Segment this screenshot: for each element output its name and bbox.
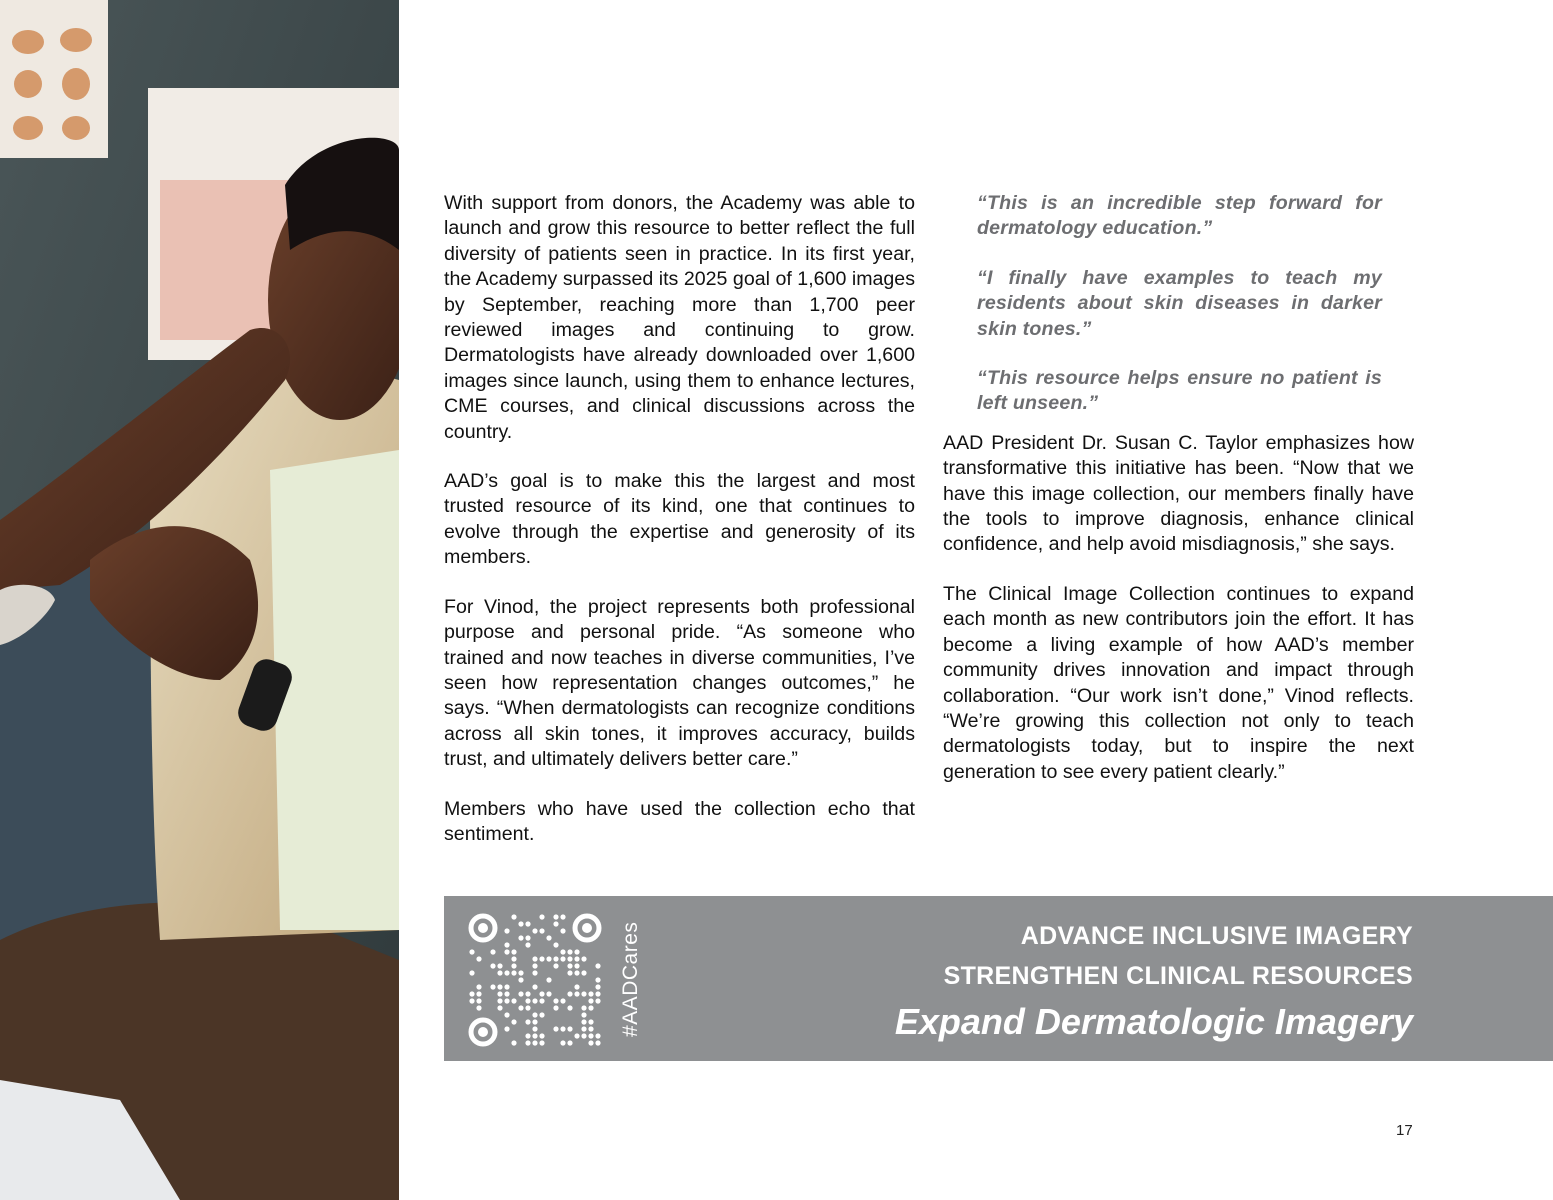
body-paragraph: AAD President Dr. Susan C. Taylor emphasizes how transformative this initiative has been. “Now that we have this image collection, our members finally have the tools to improve diagnosis, enhance clinical confidence, and help avoid misdiagnosis,” she says. [943,431,1414,556]
qr-dot [560,998,565,1003]
body-paragraph: Members who have used the collection echo that sentiment. [444,797,915,845]
qr-dot [532,1033,537,1038]
qr-dot [539,956,544,961]
banner-title: Expand Dermatologic Imagery [894,1001,1413,1042]
qr-dot [581,1005,586,1010]
qr-dot [588,1026,593,1031]
qr-dot [497,998,502,1003]
qr-dot [504,1026,509,1031]
qr-dot [553,921,558,926]
qr-dot [518,1005,523,1010]
qr-dot [588,1033,593,1038]
qr-dot [595,1033,600,1038]
qr-dot [476,1005,481,1010]
qr-dot [511,1040,516,1045]
qr-dot [588,1005,593,1010]
qr-dot [539,991,544,996]
qr-dot [595,991,600,996]
body-paragraph: The Clinical Image Collection continues to expand each month as new contributors join the effort. It has become a living example of how AAD’s member community drives innovation and impact through collaboration. “Our work isn’t done,” Vinod reflects. “We’re growing this collection not only to teach dermatologists today, but to inspire the next generation to see every patient clearly.” [943,582,1414,783]
qr-dot [539,998,544,1003]
qr-dot [567,1005,572,1010]
qr-dot [574,1033,579,1038]
qr-dot [539,914,544,919]
banner-line-1: ADVANCE INCLUSIVE IMAGERY [1020,922,1413,950]
qr-dot [553,1026,558,1031]
qr-dot [511,956,516,961]
qr-dot [497,1005,502,1010]
qr-dot [532,1026,537,1031]
qr-dot [588,998,593,1003]
qr-dot [560,1026,565,1031]
qr-dot [553,914,558,919]
page-number: 17 [1396,1122,1413,1139]
qr-dot [504,928,509,933]
qr-dot [525,1019,530,1024]
qr-dot [567,1026,572,1031]
qr-dot [504,1012,509,1017]
qr-dot [490,963,495,968]
qr-dot [595,1040,600,1045]
qr-dot [532,1040,537,1045]
qr-dot [497,963,502,968]
qr-dot [595,998,600,1003]
qr-dot [574,949,579,954]
qr-dot [504,942,509,947]
qr-dot [546,977,551,982]
qr-dot [560,928,565,933]
qr-dot [511,949,516,954]
member-quote: “I finally have examples to teach my residents about skin diseases in darker skin tones.” [977,266,1382,340]
qr-dot [532,956,537,961]
qr-dot [476,984,481,989]
member-quotes [943,191,1382,417]
qr-dot [553,1005,558,1010]
qr-dot [518,991,523,996]
qr-dot [553,963,558,968]
qr-dot [588,1019,593,1024]
qr-dot [581,1019,586,1024]
qr-dot [532,963,537,968]
qr-dot [581,1033,586,1038]
qr-dot [581,1026,586,1031]
qr-dot [525,1033,530,1038]
qr-dot [574,991,579,996]
qr-dot [525,935,530,940]
qr-dot [574,984,579,989]
qr-dot [553,942,558,947]
qr-dot [588,991,593,996]
qr-dot [525,921,530,926]
qr-dot [532,1012,537,1017]
qr-dot [581,991,586,996]
qr-dot [567,1040,572,1045]
qr-dot [567,949,572,954]
qr-dot [574,956,579,961]
qr-dot [504,949,509,954]
qr-dot [476,956,481,961]
qr-dot [525,998,530,1003]
member-quote: “This is an incredible step forward for dermatology education.” [977,192,1382,240]
qr-dot [532,970,537,975]
qr-dot [511,1019,516,1024]
body-paragraph: With support from donors, the Academy was able to launch and grow this resource to better reflect the full diversity of patients seen in practice. In its first year, the Academy surpassed its 2025 goal of 1,600 images by September, reaching more than 1,700 peer reviewed images and continuing to grow. Dermatologists have already downloaded over 1,600 images since launch, using them to enhance lectures, CME courses, and clinical discussions across the country. [444,192,915,443]
cover-photo [0,0,399,1200]
qr-code-icon[interactable] [468,913,602,1047]
qr-dot [469,970,474,975]
qr-dot [469,949,474,954]
qr-dot [546,991,551,996]
qr-dot [532,1019,537,1024]
left-text-column [444,191,915,871]
banner-line-2: STRENGTHEN CLINICAL RESOURCES [943,962,1413,990]
qr-dot [497,970,502,975]
qr-dot [476,991,481,996]
qr-dot [574,963,579,968]
qr-dot [518,921,523,926]
qr-dot [504,984,509,989]
qr-dot [546,935,551,940]
qr-dot [476,998,481,1003]
qr-dot [525,942,530,947]
qr-dot [595,963,600,968]
body-paragraph: AAD’s goal is to make this the largest and most trusted resource of its kind, one that continues to evolve through the expertise and generosity of its members. [444,470,915,569]
qr-dot [539,1040,544,1045]
qr-dot [567,956,572,961]
qr-dot [504,998,509,1003]
qr-dot [560,956,565,961]
qr-dot [595,984,600,989]
qr-dot [532,928,537,933]
qr-dot [539,1012,544,1017]
qr-dot [511,970,516,975]
qr-dot [518,977,523,982]
qr-dot [469,998,474,1003]
qr-dot [511,963,516,968]
qr-dot [553,998,558,1003]
qr-dot [539,1033,544,1038]
qr-dot [532,984,537,989]
qr-dot [553,956,558,961]
qr-dot [518,935,523,940]
qr-dot [546,956,551,961]
qr-dot [595,977,600,982]
qr-dot [560,949,565,954]
qr-dot [560,914,565,919]
qr-dot [567,991,572,996]
hashtag-label: #AADCares [619,921,642,1037]
qr-dot [567,970,572,975]
patient-examination-photo [0,0,399,1200]
qr-dot [581,970,586,975]
qr-dot [560,1040,565,1045]
qr-dot [518,970,523,975]
qr-dot [525,1005,530,1010]
qr-dot [490,984,495,989]
qr-dot [497,984,502,989]
qr-dot [567,963,572,968]
qr-dot [504,991,509,996]
campaign-banner [444,896,1553,1061]
qr-dot [469,991,474,996]
body-paragraph: For Vinod, the project represents both professional purpose and personal pride. “As someone who trained and now teaches in diverse communities, I’ve seen how representation changes outcomes,” he says. “When dermatologists can recognize conditions across all skin tones, it improves accuracy, builds trust, and ultimately delivers better care.” [444,595,915,771]
qr-dot [511,998,516,1003]
right-text-column [943,191,1414,809]
banner-headlines [895,916,1413,1048]
member-quote: “This resource helps ensure no patient is left unseen.” [977,367,1382,415]
qr-dot [588,1040,593,1045]
qr-dot [574,970,579,975]
qr-dot [490,949,495,954]
qr-dot [525,1040,530,1045]
qr-dot [525,991,530,996]
qr-dot [511,914,516,919]
qr-dot [497,991,502,996]
qr-dot [504,970,509,975]
qr-dot [539,928,544,933]
qr-dot [581,1012,586,1017]
qr-dot [532,998,537,1003]
qr-dot [581,956,586,961]
